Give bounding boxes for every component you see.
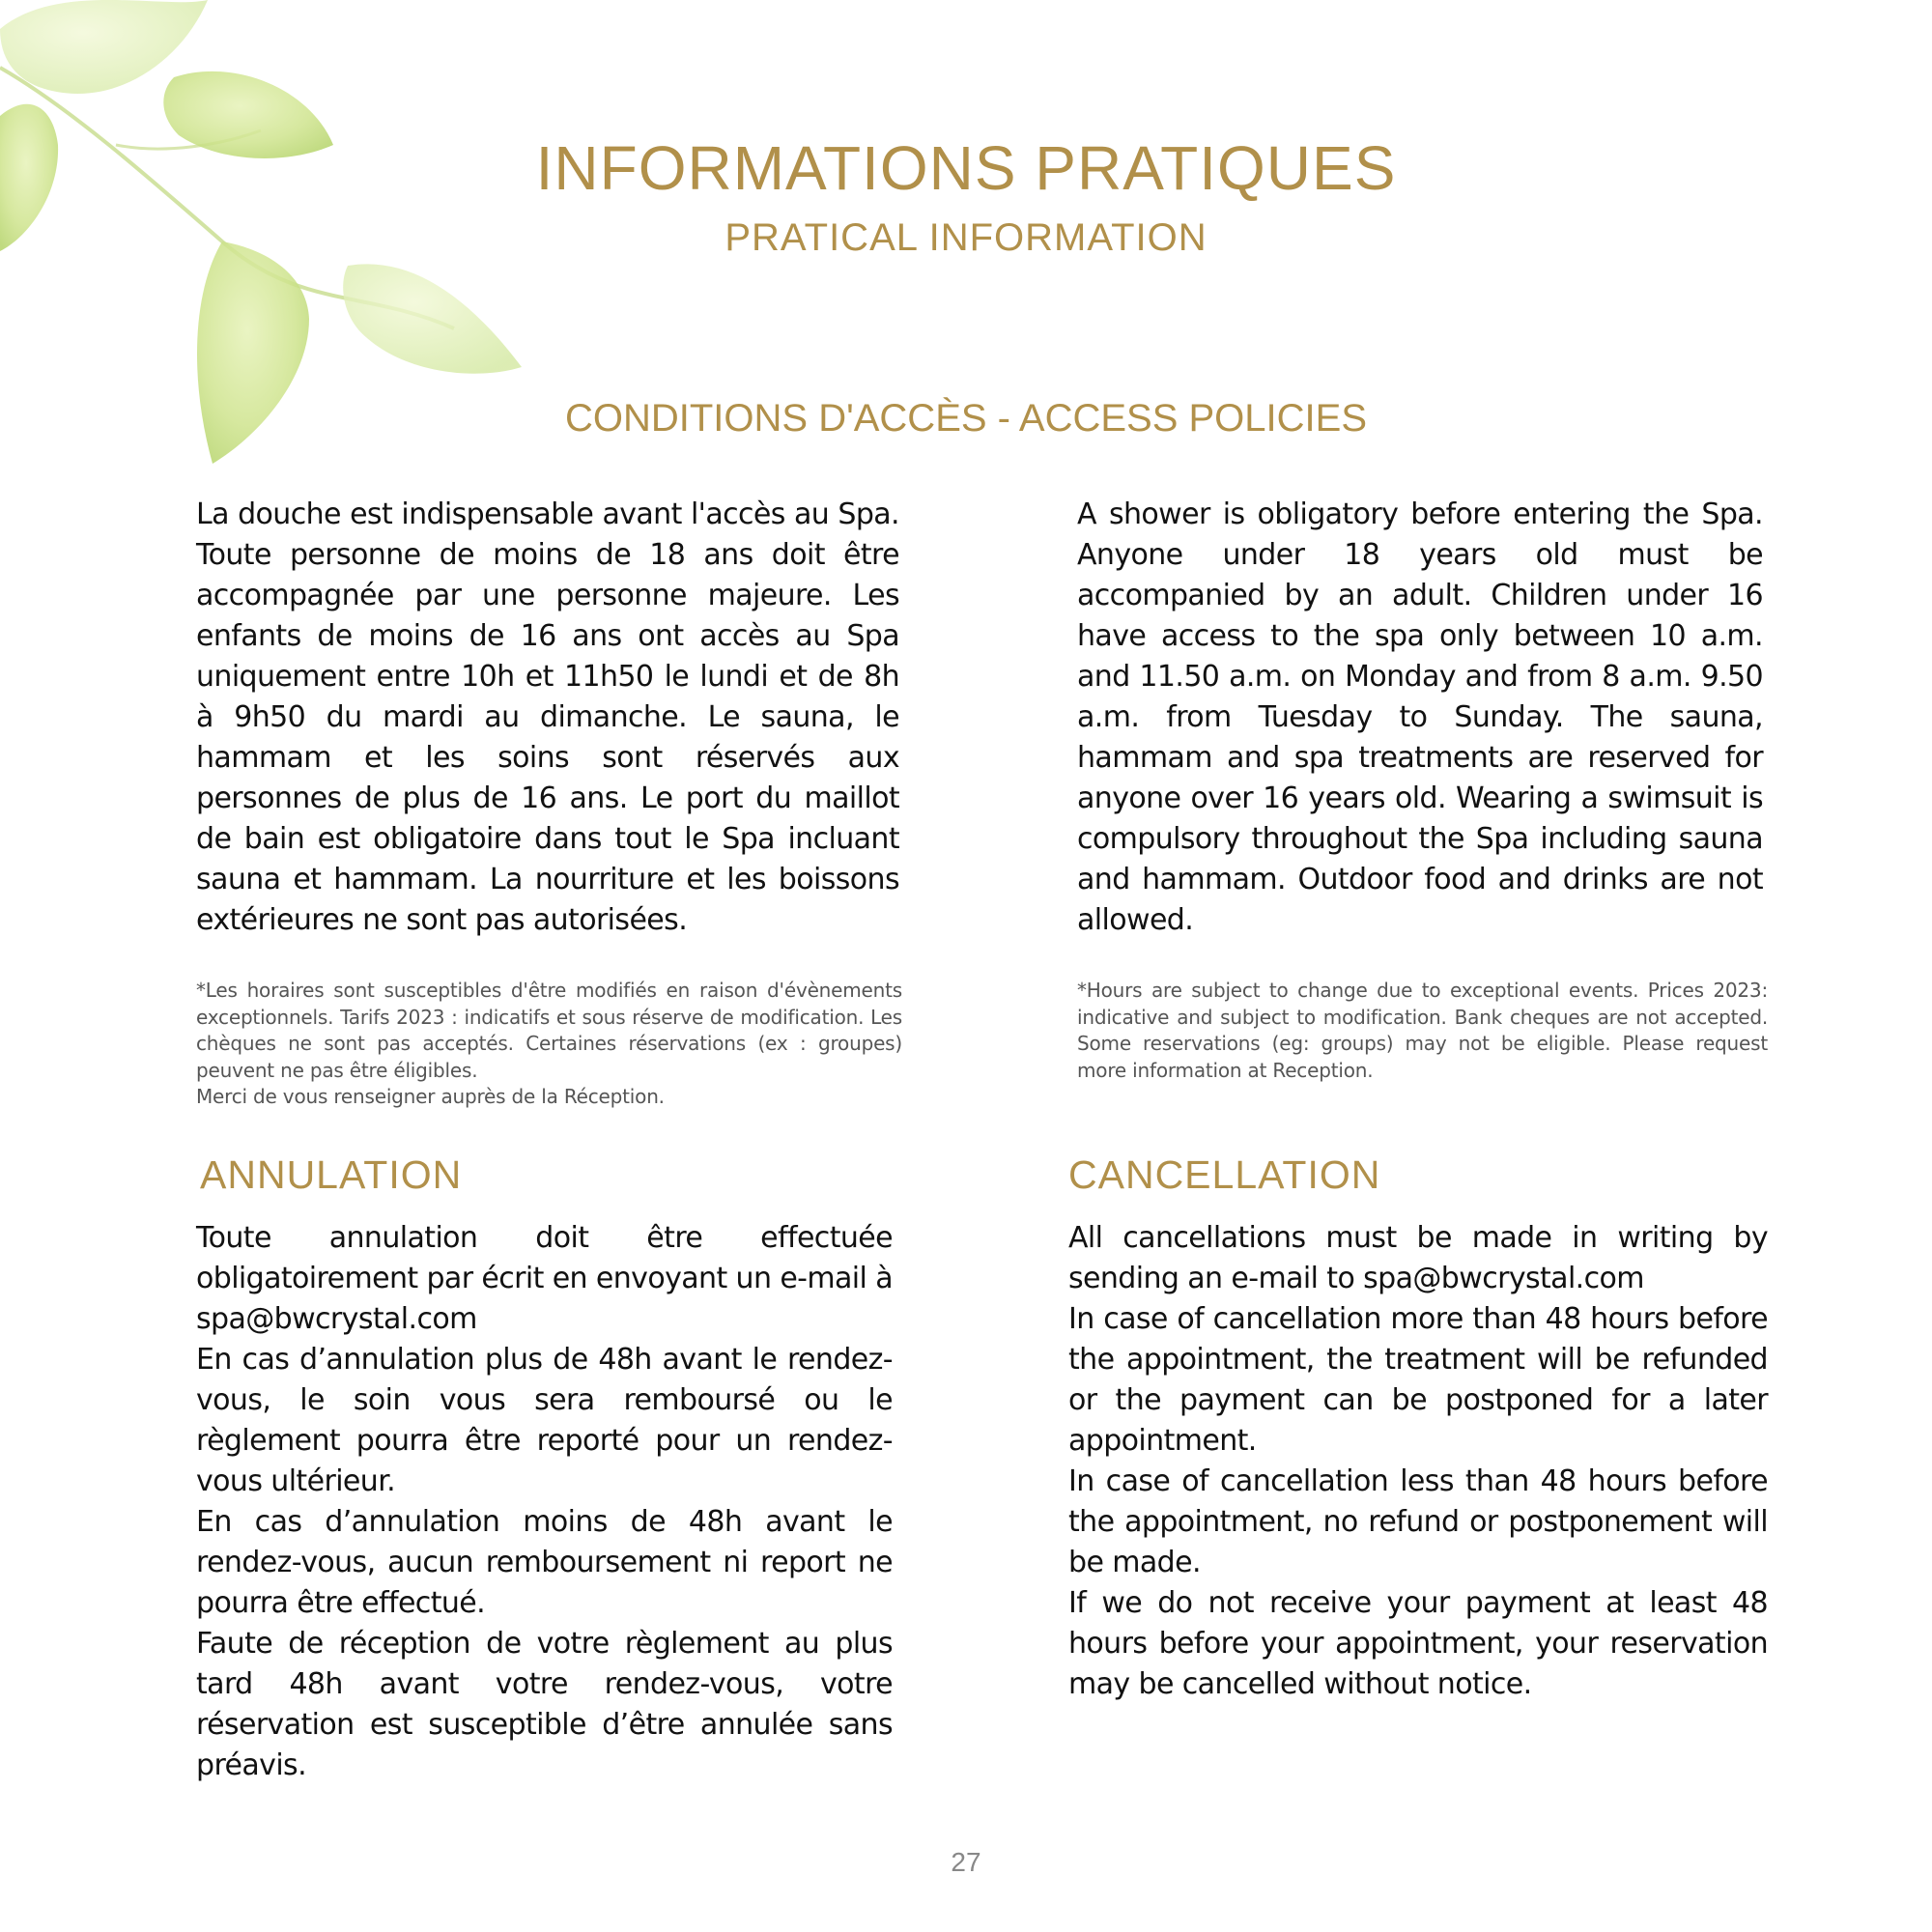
access-note-fr-main: *Les horaires sont susceptibles d'être modifiés en raison d'évènements exceptionnels. Tarifs 2023 : indicatifs et sous réserve de modification. Les chèques ne sont pas acceptés. Certaines réservations (ex : groupes) peuvent ne pas être éligibles. (196, 979, 902, 1082)
annulation-fr-text (196, 1218, 893, 1786)
annulation-paragraph: En cas d’annulation moins de 48h avant le rendez-vous, aucun remboursement ni report ne pourra être effectué. (196, 1505, 893, 1620)
cancellation-paragraph: In case of cancellation more than 48 hours before the appointment, the treatment will be refunded or the payment can be postponed for a later appointment. (1068, 1302, 1768, 1458)
annulation-heading: ANNULATION (200, 1152, 463, 1197)
page-number: 27 (951, 1847, 981, 1877)
cancellation-paragraph: If we do not receive your payment at least 48 hours before your appointment, your reservation may be cancelled without notice. (1068, 1586, 1768, 1701)
annulation-paragraph: Faute de réception de votre règlement au plus tard 48h avant votre rendez-vous, votre réservation est susceptible d’être annulée sans préavis. (196, 1627, 893, 1782)
access-note-en: *Hours are subject to change due to exceptional events. Prices 2023: indicative and subject to modification. Bank cheques are not accepted. Some reservations (eg: groups) may not be eligible. Please request more information at Reception. (1077, 979, 1768, 1082)
access-policies-en-text: A shower is obligatory before entering the Spa. Anyone under 18 years old must be accompanied by an adult. Children under 16 have access to the spa only between 10 a.m. and 11.50 a.m. on Monday and from 8 a.m. 9.50 a.m. from Tuesday to Sunday. The sauna, hammam and spa treatments are reserved for anyone over 16 years old. Wearing a swimsuit is compulsory throughout the Spa including sauna and hammam. Outdoor food and drinks are not allowed. (1077, 497, 1763, 937)
cancellation-paragraph: In case of cancellation less than 48 hours before the appointment, no refund or postponement will be made. (1068, 1464, 1768, 1579)
cancellation-heading: CANCELLATION (1068, 1152, 1381, 1197)
page-title: INFORMATIONS PRATIQUES (535, 133, 1397, 203)
cancellation-en-text (1068, 1218, 1768, 1705)
annulation-paragraph: En cas d’annulation plus de 48h avant le rendez-vous, le soin vous sera remboursé ou le règlement pourra être reporté pour un rendez-vous ultérieur. (196, 1343, 893, 1498)
annulation-paragraph: Toute annulation doit être effectuée obligatoirement par écrit en envoyant un e-mail à spa@bwcrystal.com (196, 1221, 893, 1336)
access-note-fr (196, 978, 902, 1111)
access-policies-fr-text: La douche est indispensable avant l'accès au Spa. Toute personne de moins de 18 ans doit être accompagnée par une personne majeure. Les enfants de moins de 16 ans ont accès au Spa uniquement entre 10h et 11h50 le lundi et de 8h à 9h50 du mardi au dimanche. Le sauna, le hammam et les soins sont réservés aux personnes de plus de 16 ans. Le port du maillot de bain est obligatoire dans tout le Spa incluant sauna et hammam. La nourriture et les boissons extérieures ne sont pas autorisées. (196, 497, 899, 937)
page-subtitle: PRATICAL INFORMATION (724, 216, 1208, 259)
cancellation-paragraph: All cancellations must be made in writing by sending an e-mail to spa@bwcrystal.com (1068, 1221, 1768, 1295)
access-policies-heading: CONDITIONS D'ACCÈS - ACCESS POLICIES (564, 397, 1368, 440)
access-note-fr-reception: Merci de vous renseigner auprès de la Réception. (196, 1085, 665, 1108)
